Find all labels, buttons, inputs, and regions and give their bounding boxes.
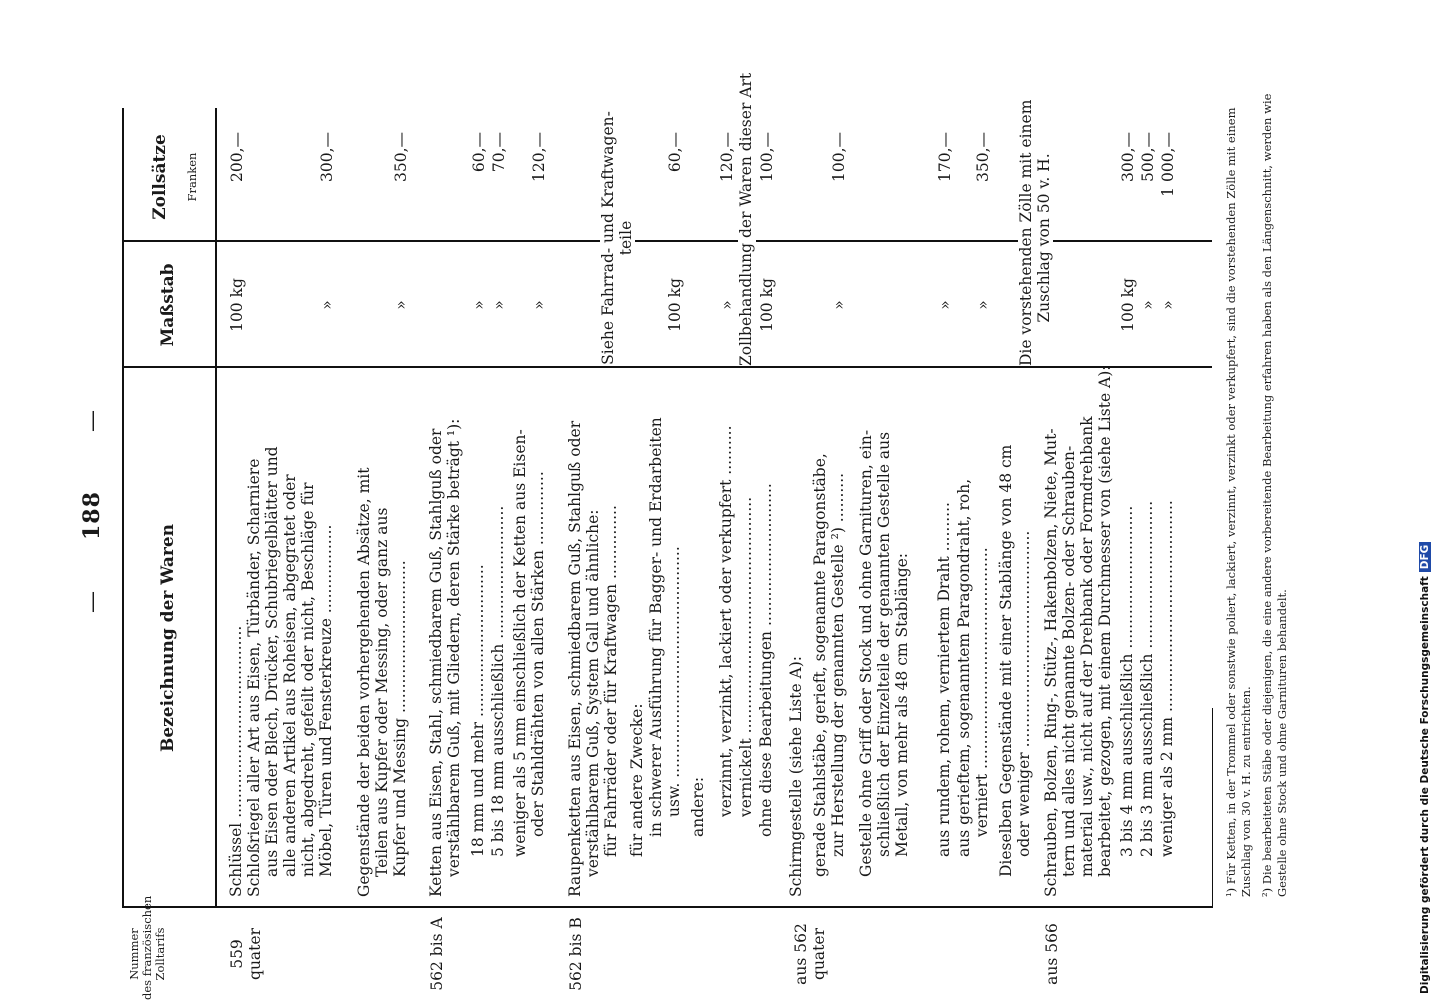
description-line: alle anderen Artikel aus Roheisen, abgegratet oder xyxy=(281,474,299,877)
description-line: usw. ............................................... xyxy=(665,546,683,817)
span-note-treatment: Zollbehandlung der Waren dieser Art xyxy=(737,72,755,366)
rate-cell: 60,— xyxy=(470,132,488,173)
description-line: weniger als 5 mm einschließlich der Ketten aus Eisen- xyxy=(511,429,529,857)
description-line: oder Stahldrähten von allen Stärken ............... xyxy=(529,471,547,837)
tariff-number: 559 xyxy=(228,939,246,969)
description-line: 18 mm und mehr ............................... xyxy=(469,564,487,857)
rate-cell: 1 000,— xyxy=(1159,132,1177,197)
description-line: material usw., nicht auf der Drehbank oder Formdrehbank xyxy=(1078,416,1096,877)
description-line: in schwerer Ausführung für Bagger- und Erdarbeiten xyxy=(647,417,665,837)
footnote-line: ²) Die bearbeiteten Stäbe oder diejenigen, die eine andere vorbereitende Bearbeitung erfahren haben als den Längenschnitt, werden wie xyxy=(1260,93,1274,897)
header-unit: Maßstab xyxy=(158,263,178,347)
rate-cell: 200,— xyxy=(228,132,246,183)
footnote-line: Zuschlag von 30 v. H. zu entrichten. xyxy=(1239,686,1253,897)
description-line: Gestelle ohne Griff oder Stock und ohne Garnituren, ein- xyxy=(857,429,875,877)
unit-cell: » xyxy=(490,300,508,310)
description-line: Ketten aus Eisen, Stahl, schmiedbarem Guß, Stahlguß oder xyxy=(427,428,445,897)
description-line: 3 bis 4 mm ausschließlich ............................. xyxy=(1118,505,1136,857)
rate-cell: 120,— xyxy=(718,132,736,183)
description-line: für Fahrräder oder für Kraftwagen ............... xyxy=(602,505,620,857)
header-description: Bezeichnung der Waren xyxy=(158,523,178,753)
description-line: 2 bis 3 mm ausschließlich .............................. xyxy=(1138,500,1156,857)
description-line: aus gerieftem, sogenanntem Paragondraht, roh, xyxy=(955,478,973,857)
unit-cell: » xyxy=(974,300,992,310)
tariff-number: quater xyxy=(810,928,828,980)
description-line: verstählbarem Guß, mit Gliedern, deren Stärke beträgt ¹): xyxy=(445,418,463,877)
dfg-logo: DFG xyxy=(1419,542,1431,573)
rate-cell: 500,— xyxy=(1139,132,1157,183)
table-header-rule xyxy=(215,108,217,908)
rate-cell: 300,— xyxy=(318,132,336,183)
description-line: Gegenstände der beiden vorhergehenden Absätze, mit xyxy=(355,467,373,897)
rate-cell: 350,— xyxy=(974,132,992,183)
unit-cell: » xyxy=(392,300,410,310)
description-line: schließlich der Einzelteile der genannten Gestelle aus xyxy=(875,431,893,857)
footnote-line: Gestelle ohne Stock und ohne Garnituren behandelt. xyxy=(1275,589,1289,897)
description-line: Metall, von mehr als 48 cm Stablänge: xyxy=(893,552,911,857)
tariff-number: aus 566 xyxy=(1043,923,1061,985)
description-line: Dieselben Gegenstände mit einer Stablänge von 48 cm xyxy=(997,444,1015,877)
description-line: andere: xyxy=(689,776,707,837)
description-line: verzinnt, verzinkt, lackiert oder verkupfert .......... xyxy=(717,425,735,817)
tariff-number: aus 562 xyxy=(792,923,810,985)
page-number-dash-right: — xyxy=(80,410,105,432)
description-line: Möbel, Türen und Fensterkreuze .................. xyxy=(317,524,335,877)
unit-cell: 100 kg xyxy=(666,278,684,332)
digitization-note xyxy=(1419,542,1431,994)
unit-cell: » xyxy=(318,300,336,310)
unit-cell: » xyxy=(470,300,488,310)
description-line: für andere Zwecke: xyxy=(628,703,646,857)
description-line: ohne diese Bearbeitungen ............................. xyxy=(757,483,775,837)
description-line: 5 bis 18 mm ausschließlich ........................... xyxy=(489,505,507,857)
tariff-number: 562 bis A xyxy=(428,917,446,991)
tariff-number: 562 bis B xyxy=(567,917,585,991)
description-line: Raupenketten aus Eisen, schmiedbarem Guß, Stahlguß oder xyxy=(566,420,584,897)
unit-cell: 100 kg xyxy=(1119,278,1137,332)
description-line: weniger als 2 mm ........................................... xyxy=(1158,500,1176,857)
description-line: aus rundem, rohem, verniertem Draht .......... xyxy=(935,502,953,857)
description-line: oder weniger ............................................ xyxy=(1015,530,1033,857)
header-rates: Zollsätze xyxy=(150,134,170,220)
unit-cell: » xyxy=(936,300,954,310)
rate-cell: 350,— xyxy=(392,132,410,183)
table-top-rule xyxy=(122,108,124,908)
description-line: Teilen aus Kupfer oder Messing, oder ganz aus xyxy=(373,507,391,877)
description-line: nicht, abgedreht, gefeilt oder nicht, Beschläge für xyxy=(299,482,317,877)
span-note-vehicle-parts: Siehe Fahrrad- und Kraftwagen- teile xyxy=(599,111,635,365)
rate-cell: 120,— xyxy=(530,132,548,183)
rate-cell: 300,— xyxy=(1119,132,1137,183)
rate-cell: 100,— xyxy=(758,132,776,183)
unit-cell: » xyxy=(718,300,736,310)
unit-cell: » xyxy=(530,300,548,310)
description-line: Schloßriegel aller Art aus Eisen, Türbänder, Scharniere xyxy=(245,458,263,897)
unit-cell: 100 kg xyxy=(758,278,776,332)
digitization-note-text: Digitalisierung gefördert durch die Deutsche Forschungsgemeinschaft xyxy=(1419,576,1431,994)
description-line: tern und alles nicht genannte Bolzen- oder Schrauben- xyxy=(1060,445,1078,877)
header-number: Nummer des französischen Zolltarifs xyxy=(127,895,167,1000)
unit-cell: » xyxy=(1139,300,1157,310)
description-line: Schrauben, Bolzen, Ring-, Stütz-, Hakenbolzen, Niete, Mut- xyxy=(1042,428,1060,897)
page-number-dash-left: — xyxy=(80,591,105,613)
rate-cell: 100,— xyxy=(830,132,848,183)
unit-cell: » xyxy=(830,300,848,310)
unit-cell: » xyxy=(1159,300,1177,310)
footnote-rule xyxy=(1212,708,1213,908)
rate-cell: 170,— xyxy=(936,132,954,183)
span-note-surcharge: Die vorstehenden Zölle mit einem Zuschlag von 50 v. H. xyxy=(1017,99,1053,366)
footnote-line: ¹) Für Ketten, in der Trommel oder sonstwie poliert, lackiert, verzinnt, verzinkt oder verkupfert, sind die vorstehenden Zölle mit einem xyxy=(1224,107,1238,897)
header-rates-sub: Franken xyxy=(185,152,199,202)
page-number: 188 xyxy=(79,491,105,540)
description-line: Schirmgestelle (siehe Liste A): xyxy=(787,655,805,897)
description-line: verstählbarem Guß, System Gall und ähnliche: xyxy=(584,509,602,877)
description-line: zur Herstellung der genannten Gestelle ²) .......... xyxy=(829,472,847,857)
rate-cell: 70,— xyxy=(490,132,508,173)
description-line: gerade Stahlstäbe, gerieft, sogenannte Paragonstäbe, xyxy=(811,453,829,877)
description-line: Schlüssel ....................................... xyxy=(227,625,245,897)
rate-cell: 60,— xyxy=(666,132,684,173)
unit-cell: 100 kg xyxy=(228,278,246,332)
description-line: bearbeitet, gezogen, mit einem Durchmesser von (siehe Liste A): xyxy=(1096,365,1114,877)
description-line: Kupfer und Messing ............................... xyxy=(391,560,409,877)
description-line: verniert ............................................. xyxy=(973,547,991,837)
tariff-number: quater xyxy=(246,928,264,980)
description-line: vernickelt ................................................ xyxy=(737,496,755,817)
description-line: aus Eisen oder Blech, Drücker, Schubriegelblätter und xyxy=(263,446,281,877)
